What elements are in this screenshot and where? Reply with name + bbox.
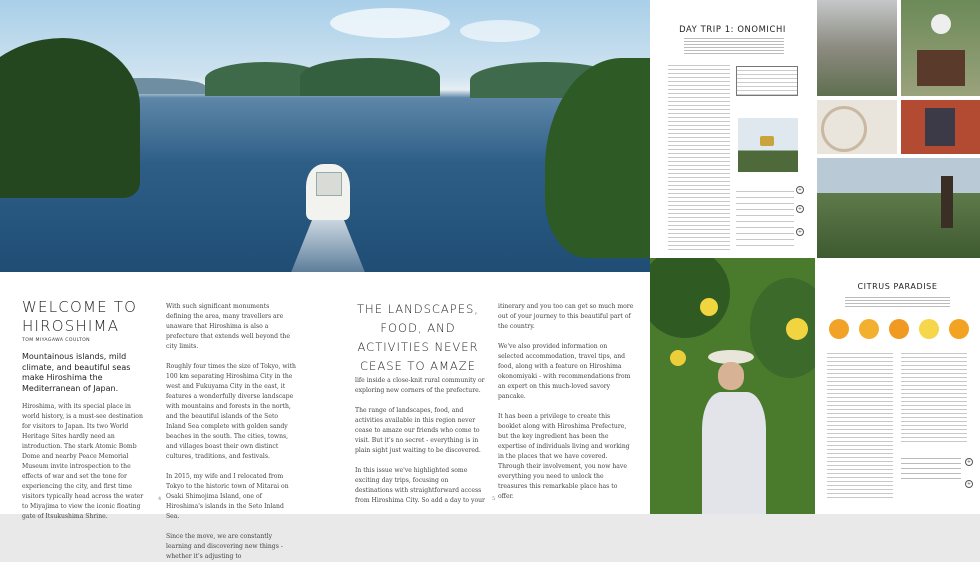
paragraph: Roughly four times the size of Tokyo, with 100 km separating Hiroshima City in the west and Fukuyama City in the east, it features a wonderfully diverse landscape with mountains and forests in the north, and the beautiful islands of the Seto Inland Sea complete with golden sandy beaches in the south. The cities, towns, and villages boast their own distinct cultures, traditions, and festivals. (166, 363, 296, 460)
cloud-shape (330, 8, 450, 38)
paragraph: itinerary and you too can get so much more out of your journey to this beautiful part of the country. (498, 303, 634, 330)
town-rooftops-photo (817, 0, 897, 96)
citrus-paradise-page (815, 258, 980, 514)
lead-paragraph: Mountainous islands, mild climate, and beautiful seas make Hiroshima the Mediterranean of Japan. (22, 352, 131, 393)
plus-icon: + (966, 459, 972, 465)
page-title (22, 298, 137, 336)
paragraph: In this issue we've highlighted some exciting day trips, focusing on destinations with straightforward access from Hiroshima City. So add a day to your (355, 467, 485, 504)
citrus-fruit-icon (949, 319, 969, 339)
lemon-fruit (786, 318, 808, 340)
page-number: 4 (158, 496, 162, 502)
plus-icon: + (797, 187, 803, 193)
cat-figure (931, 14, 951, 34)
citrus-farmer-photo (650, 258, 815, 514)
plus-icon: + (797, 229, 803, 235)
paragraph: It has been a privilege to create this booklet along with Hiroshima Prefecture, but the key ingredient has been the expertise of individuals living and working in the places that we have covered. Through their involvement, you now have everything you need to unlock the treasures this remarkable place has to offer. (498, 413, 630, 500)
schedule-box (736, 66, 798, 96)
body-column-4 (498, 302, 634, 502)
farmer-body (702, 392, 766, 514)
page-number: 5 (492, 496, 496, 502)
title-line: WELCOME TO (22, 298, 138, 316)
wall-tiles-photo (817, 100, 897, 154)
paragraph: We've also provided information on selected accommodation, travel tips, and food, along with a feature on Hiroshima okonomiyaki - with recommendations from an expert on this much-loved savory pancake. (498, 343, 631, 400)
body-column-1: Hiroshima, with its special place in world history, is a must-see destination for visitors to Japan. Its two World Heritage Sites hardly need an introduction. The stark Atomic Bomb Dome and nearby Peace Memorial Museum invite introspection to the effects of war and set the tone for experiencing the city, and first time visitors typically head across the water to Miyajima to view the iconic floating gate of Itsukushima Shrine. (22, 403, 144, 520)
pagoda-shape (941, 176, 953, 228)
citrus-fruit-icon (919, 319, 939, 339)
leaf-cluster (650, 258, 730, 338)
temple-gate (917, 50, 965, 86)
paragraph: The range of landscapes, food, and activities available in this region never cease to amaze our friends who come to visit. But it's no secret - everything is in plain sight just waiting to be discovered. (355, 407, 481, 454)
contact-box (901, 454, 961, 480)
temple-doors-photo (901, 100, 980, 154)
body-text-right (901, 350, 967, 442)
byline: TOM MIYAGAWA COULTON (22, 338, 90, 343)
citrus-fruit-icon (859, 319, 879, 339)
door-panel (925, 108, 955, 146)
farmer-face (718, 362, 744, 390)
paragraph: life inside a close-knit rural community or exploring new corners of the prefecture. (355, 377, 485, 394)
ferry-photo (0, 0, 650, 272)
day-trip-page (650, 0, 815, 258)
ferry-cabin (316, 172, 342, 196)
intro-text-block (845, 295, 950, 309)
plus-icon: + (797, 206, 803, 212)
day-trip-title: DAY TRIP 1: ONOMICHI (679, 24, 786, 34)
pull-quote: THE LANDSCAPES, FOOD, AND ACTIVITIES NEVER CEASE TO AMAZE (357, 302, 479, 373)
paragraph: In 2015, my wife and I relocated from Tokyo to the historic town of Mitarai on Osaki Shimojima Island, one of Hiroshima's islands in the Seto Inland Sea. (166, 473, 289, 520)
cat-statue-photo (901, 0, 980, 96)
lemon-fruit (700, 298, 718, 316)
photo-collage (815, 0, 980, 258)
citrus-title: CITRUS PARADISE (857, 282, 938, 291)
body-column-3 (355, 376, 485, 506)
paragraph: With such significant monuments defining the area, many travellers are unaware that Hiroshima is also a prefecture that extends well beyond the city limits. (166, 303, 290, 350)
citrus-fruit-icon (889, 319, 909, 339)
intro-text-block (684, 36, 784, 54)
body-text-left (827, 350, 893, 500)
cloud-shape (460, 20, 540, 42)
body-column-2 (166, 302, 296, 562)
title-line: HIROSHIMA (22, 317, 120, 335)
plus-icon: + (966, 481, 972, 487)
distant-island (300, 58, 440, 96)
body-text-block (668, 62, 730, 252)
info-list (736, 186, 794, 246)
pagoda-view-photo (817, 158, 980, 258)
citrus-fruit-icon (829, 319, 849, 339)
cable-car-icon (760, 136, 774, 146)
paragraph: Since the move, we are constantly learning and discovering new things - whether it's adjusting to (166, 533, 283, 560)
forest-left (0, 38, 140, 198)
lemon-fruit (670, 350, 686, 366)
decor-circle (821, 106, 867, 152)
